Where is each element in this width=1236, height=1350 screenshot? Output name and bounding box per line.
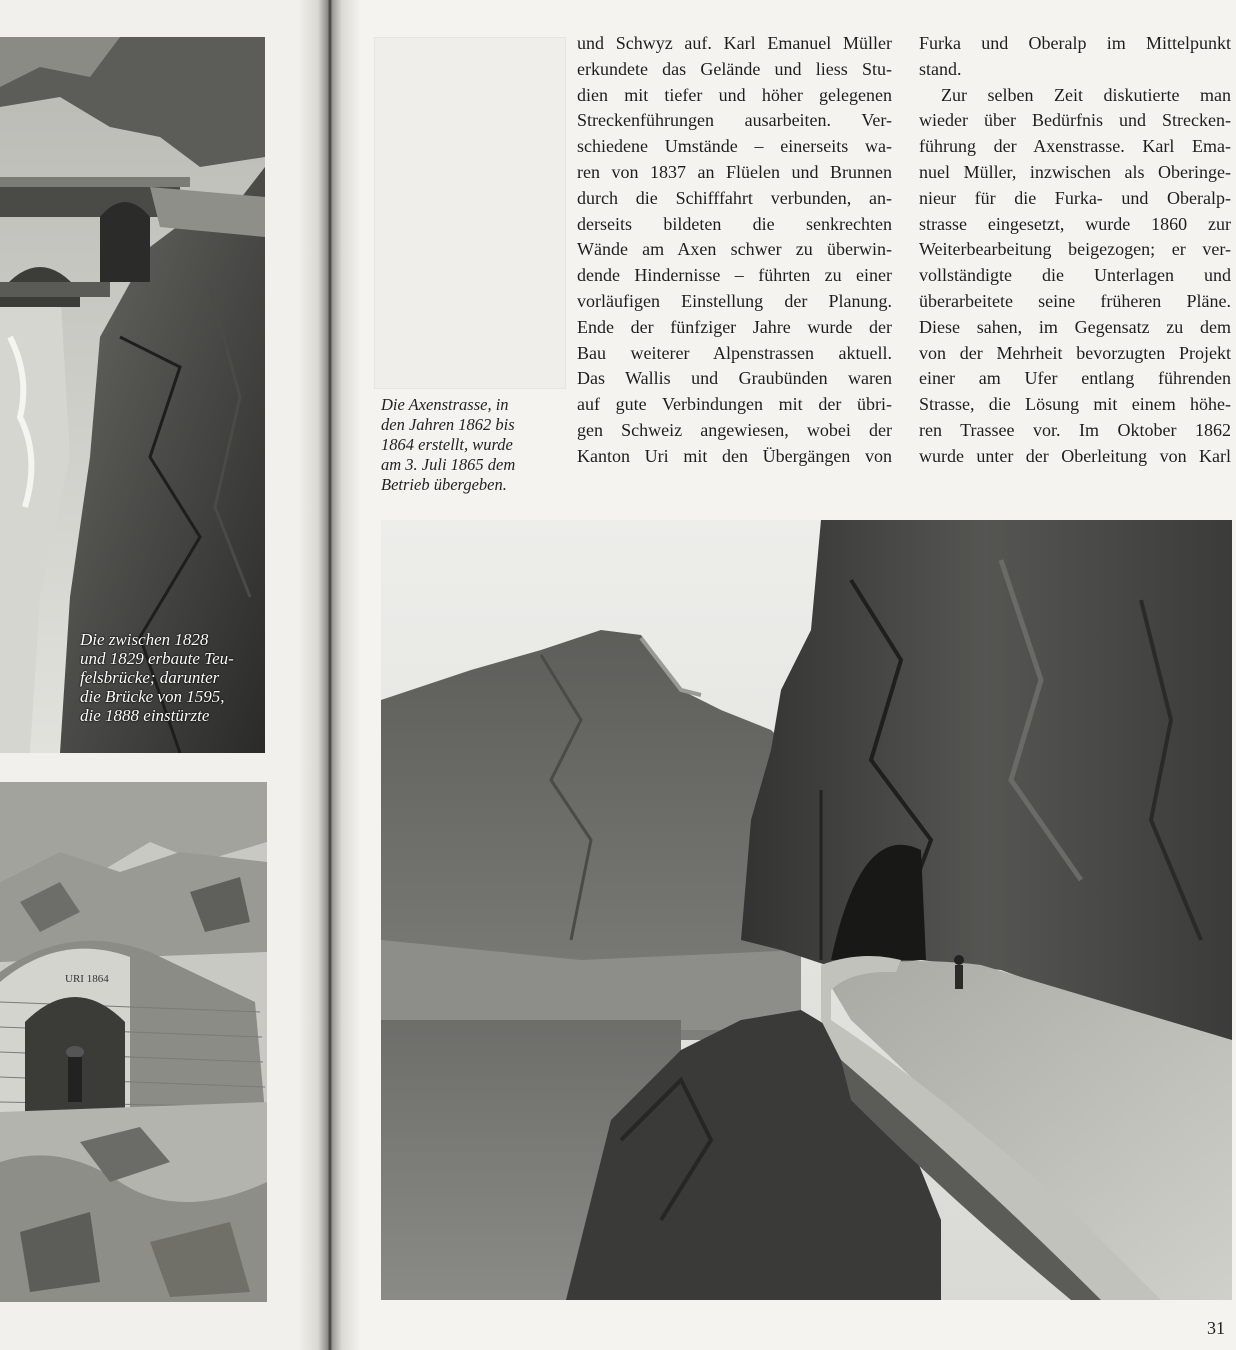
text-line: Furka und Oberalp im Mittelpunkt — [919, 33, 1231, 53]
text-line: strasse eingesetzt, wurde 1860 zur — [919, 213, 1231, 234]
page-number: 31 — [1207, 1318, 1225, 1338]
text-line: Wände am Axen schwer zu überwin- — [577, 239, 892, 260]
text-line: wieder über Bedürfnis und Strecken- — [919, 110, 1231, 131]
text-line: schiedene Umstände – einerseits wa- — [577, 136, 892, 157]
text-line: Weiterbearbeitung beigezogen; er ver- — [919, 239, 1231, 260]
text-line: durch die Schifffahrt verbunden, an- — [577, 187, 892, 208]
text-line: ren Trassee vor. Im Oktober 1862 — [919, 419, 1231, 440]
text-line: Ende der fünfziger Jahre wurde der — [577, 316, 892, 337]
text-line: von der Mehrheit bevorzugten Projekt — [919, 342, 1231, 363]
text-line: nieur für die Furka- und Oberalp- — [919, 187, 1231, 208]
bridge-caption-line: die Brücke von 1595, — [80, 687, 225, 706]
text-line: führung der Axenstrasse. Karl Ema- — [919, 136, 1231, 157]
text-line: erkundete das Gelände und liess Stu- — [577, 58, 892, 79]
axen-caption-line: am 3. Juli 1865 dem — [381, 455, 516, 474]
text-line: dende Hindernisse – führten zu einer — [577, 265, 892, 286]
faint-reverse-image — [374, 37, 566, 389]
text-column-2 — [919, 31, 1231, 470]
tunnel-date-label: URI 1864 — [65, 973, 109, 985]
text-line: Streckenführungen ausarbeiten. Ver- — [577, 110, 892, 131]
bridge-caption-line: felsbrücke; darunter — [80, 668, 220, 687]
tunnel-engraving — [0, 782, 267, 1302]
bridge-caption-line: und 1829 erbaute Teu- — [80, 649, 234, 668]
bridge-caption — [80, 630, 265, 725]
text-line: Strasse, die Lösung mit einem höhe- — [919, 394, 1231, 415]
text-line: derseits bildeten die senkrechten — [577, 213, 892, 234]
text-line: Kanton Uri mit den Übergängen von — [577, 445, 892, 466]
text-line: Diese sahen, im Gegensatz zu dem — [919, 316, 1231, 337]
text-line: vollständigte die Unterlagen und — [919, 265, 1231, 286]
text-line: nuel Müller, inzwischen als Oberinge- — [919, 161, 1231, 182]
text-line: Bau weiterer Alpenstrassen aktuell. — [577, 342, 892, 363]
bridge-caption-line: die 1888 einstürzte — [80, 706, 210, 725]
axen-caption-line: den Jahren 1862 bis — [381, 415, 515, 434]
axen-caption-line: Die Axenstrasse, in — [381, 395, 509, 414]
axen-caption-line: Betrieb übergeben. — [381, 475, 507, 494]
text-line: dien mit tiefer und höher gelegenen — [577, 84, 892, 105]
text-line: gen Schweiz angewiesen, wobei der — [577, 419, 892, 440]
text-line: wurde unter der Oberleitung von Karl — [919, 445, 1231, 466]
text-line: Das Wallis und Graubünden waren — [577, 368, 892, 389]
text-line: stand. — [919, 58, 962, 79]
text-line: überarbeitete seine früheren Pläne. — [919, 290, 1231, 311]
text-line: und Schwyz auf. Karl Emanuel Müller — [577, 33, 892, 53]
text-line: vorläufigen Einstellung der Planung. — [577, 290, 892, 311]
text-column-1 — [577, 31, 892, 470]
text-line: Zur selben Zeit diskutierte man — [941, 84, 1231, 105]
bridge-caption-line: Die zwischen 1828 — [80, 630, 209, 649]
text-line: einer am Ufer entlang führenden — [919, 368, 1231, 389]
book-gutter — [300, 0, 360, 1350]
text-line: auf gute Verbindungen mit der übri- — [577, 394, 892, 415]
axenstrasse-caption — [381, 395, 546, 495]
text-line: ren von 1837 an Flüelen und Brunnen — [577, 161, 892, 182]
axenstrasse-photo — [381, 520, 1232, 1300]
axen-caption-line: 1864 erstellt, wurde — [381, 435, 513, 454]
